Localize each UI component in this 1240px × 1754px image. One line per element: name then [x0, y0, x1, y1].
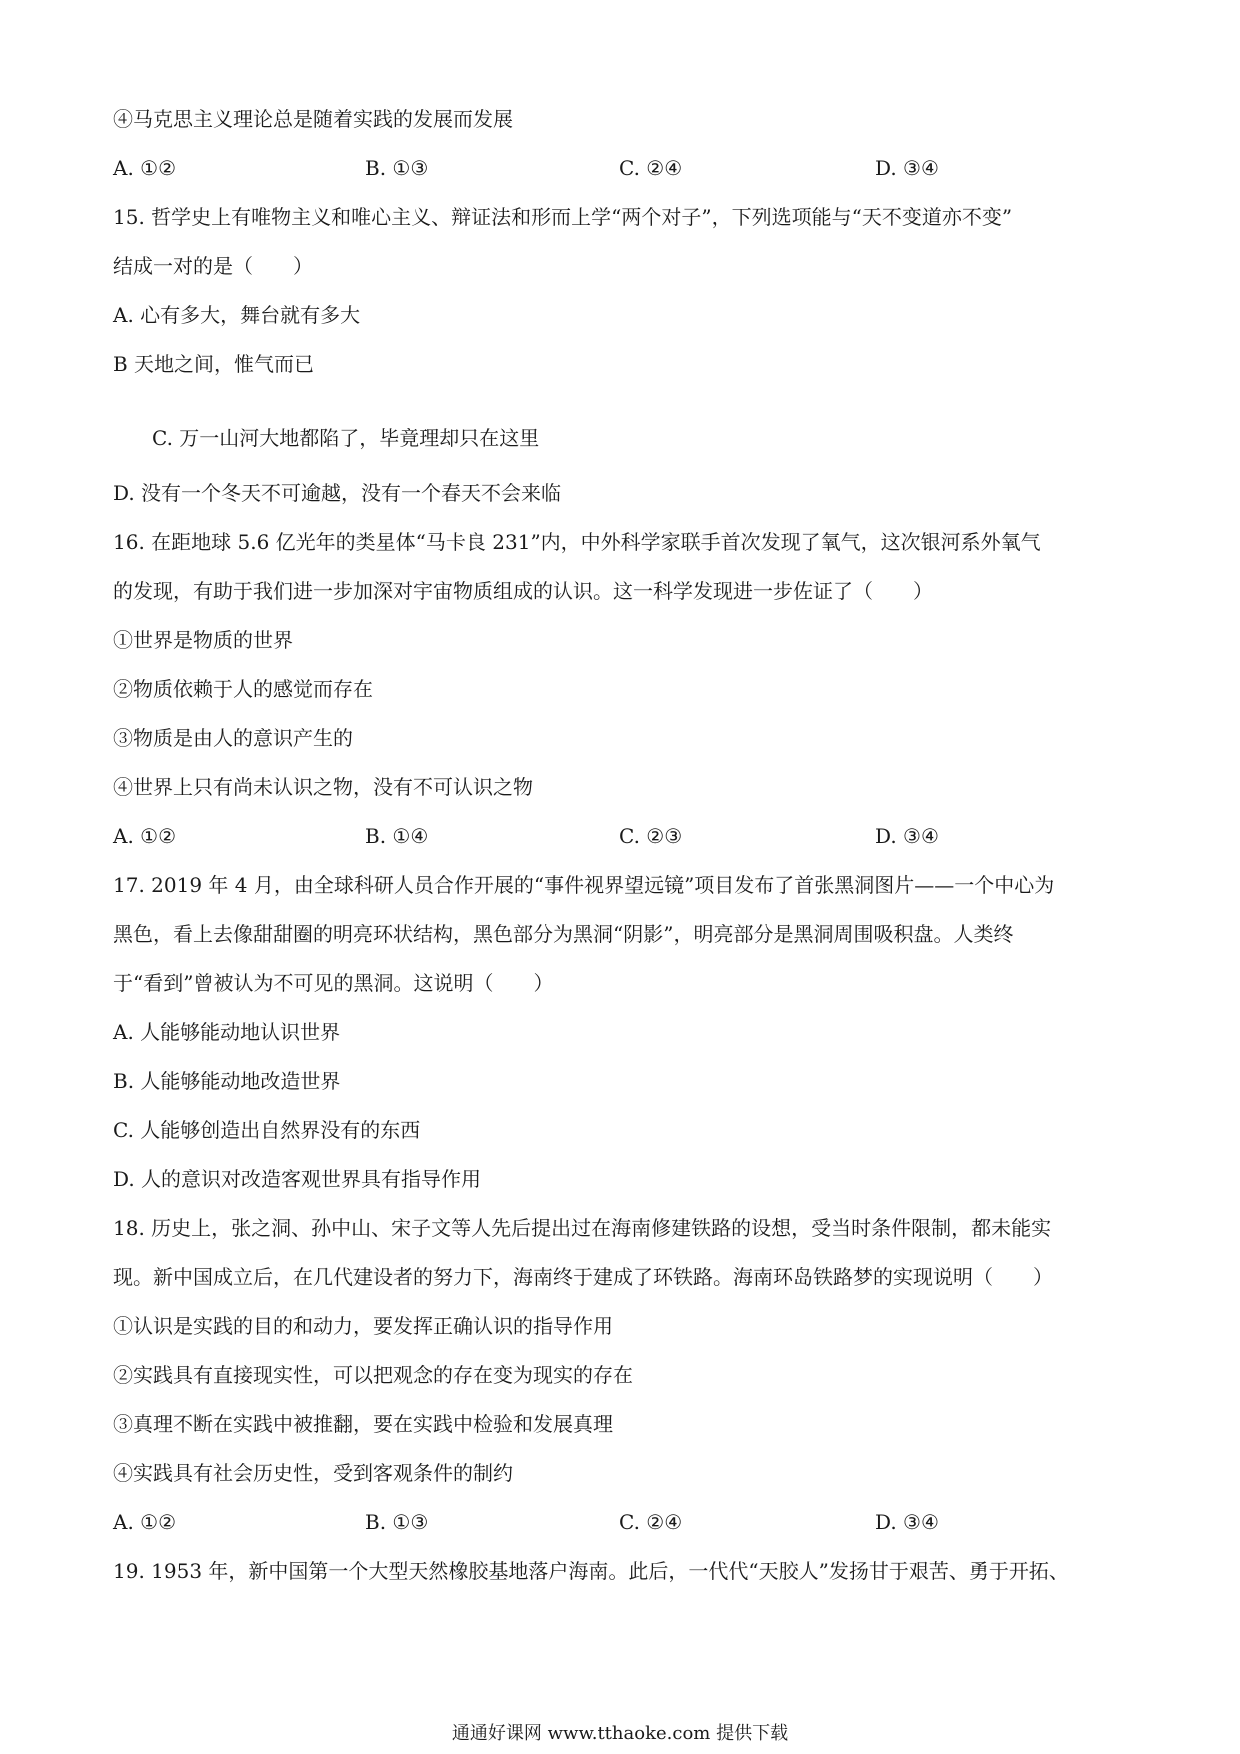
q17-stem-line-3: 于“看到”曾被认为不可见的黑洞。这说明（ ） [113, 971, 554, 995]
q15-option-b: B 天地之间，惟气而已 [113, 352, 315, 376]
q16-option-a: A. ①② [113, 824, 177, 848]
q15-option-a: A. 心有多大，舞台就有多大 [113, 303, 361, 327]
q17-stem-line-1: 17. 2019 年 4 月，由全球科研人员合作开展的“事件视界望远镜”项目发布了首张黑洞图片——一个中心为 [113, 873, 1055, 897]
q17-option-b: B. 人能够能动地改造世界 [113, 1069, 341, 1093]
q16-options [113, 822, 1123, 850]
q16-option-d: D. ③④ [875, 824, 939, 848]
q17-option-a: A. 人能够能动地认识世界 [113, 1020, 341, 1044]
q17-option-d: D. 人的意识对改造客观世界具有指导作用 [113, 1167, 482, 1191]
q18-statement-4: ④实践具有社会历史性，受到客观条件的制约 [113, 1461, 513, 1485]
q18-statement-1: ①认识是实践的目的和动力，要发挥正确认识的指导作用 [113, 1314, 613, 1338]
q18-statement-2: ②实践具有直接现实性，可以把观念的存在变为现实的存在 [113, 1363, 633, 1387]
q18-option-b: B. ①③ [365, 1510, 429, 1534]
q16-stem-line-2: 的发现，有助于我们进一步加深对宇宙物质组成的认识。这一科学发现进一步佐证了（ ） [113, 579, 933, 603]
q18-options [113, 1508, 1123, 1536]
q18-stem-line-1: 18. 历史上，张之洞、孙中山、宋子文等人先后提出过在海南修建铁路的设想，受当时条件限制，都未能实 [113, 1216, 1052, 1240]
q16-statement-3: ③物质是由人的意识产生的 [113, 726, 353, 750]
q18-option-c: C. ②④ [619, 1510, 683, 1534]
q18-statement-3: ③真理不断在实践中被推翻，要在实践中检验和发展真理 [113, 1412, 613, 1436]
q16-statement-4: ④世界上只有尚未认识之物，没有不可认识之物 [113, 775, 533, 799]
q19-stem-line-1: 19. 1953 年，新中国第一个大型天然橡胶基地落户海南。此后，一代代“天胶人”发扬甘于艰苦、勇于开拓、 [113, 1559, 1069, 1583]
q16-statement-1: ①世界是物质的世界 [113, 628, 293, 652]
q14-option-c: C. ②④ [619, 156, 683, 180]
q14-option-d: D. ③④ [875, 156, 939, 180]
q16-option-c: C. ②③ [619, 824, 683, 848]
q15-option-c: C. 万一山河大地都陷了，毕竟理却只在这里 [152, 426, 540, 450]
q18-option-a: A. ①② [113, 1510, 177, 1534]
q14-options [113, 154, 1123, 182]
q16-stem-line-1: 16. 在距地球 5.6 亿光年的类星体“马卡良 231”内，中外科学家联手首次发现了氧气，这次银河系外氧气 [113, 530, 1041, 554]
q17-option-c: C. 人能够创造出自然界没有的东西 [113, 1118, 421, 1142]
q15-stem-line-2: 结成一对的是（ ） [113, 254, 313, 278]
q17-stem-line-2: 黑色，看上去像甜甜圈的明亮环状结构，黑色部分为黑洞“阴影”，明亮部分是黑洞周围吸积盘。人类终 [113, 922, 1014, 946]
q15-option-d: D. 没有一个冬天不可逾越，没有一个春天不会来临 [113, 481, 562, 505]
q16-option-b: B. ①④ [365, 824, 429, 848]
page-footer-watermark: 通通好课网 www.tthaoke.com 提供下载 [451, 1723, 789, 1744]
q18-stem-line-2: 现。新中国成立后，在几代建设者的努力下，海南终于建成了环铁路。海南环岛铁路梦的实现说明（ ） [113, 1265, 1053, 1289]
q18-option-d: D. ③④ [875, 1510, 939, 1534]
q14-option-a: A. ①② [113, 156, 177, 180]
q14-option-b: B. ①③ [365, 156, 429, 180]
q15-stem-line-1: 15. 哲学史上有唯物主义和唯心主义、辩证法和形而上学“两个对子”，下列选项能与“天不变道亦不变” [113, 205, 1013, 229]
q14-statement-4: ④马克思主义理论总是随着实践的发展而发展 [113, 107, 513, 131]
q16-statement-2: ②物质依赖于人的感觉而存在 [113, 677, 373, 701]
